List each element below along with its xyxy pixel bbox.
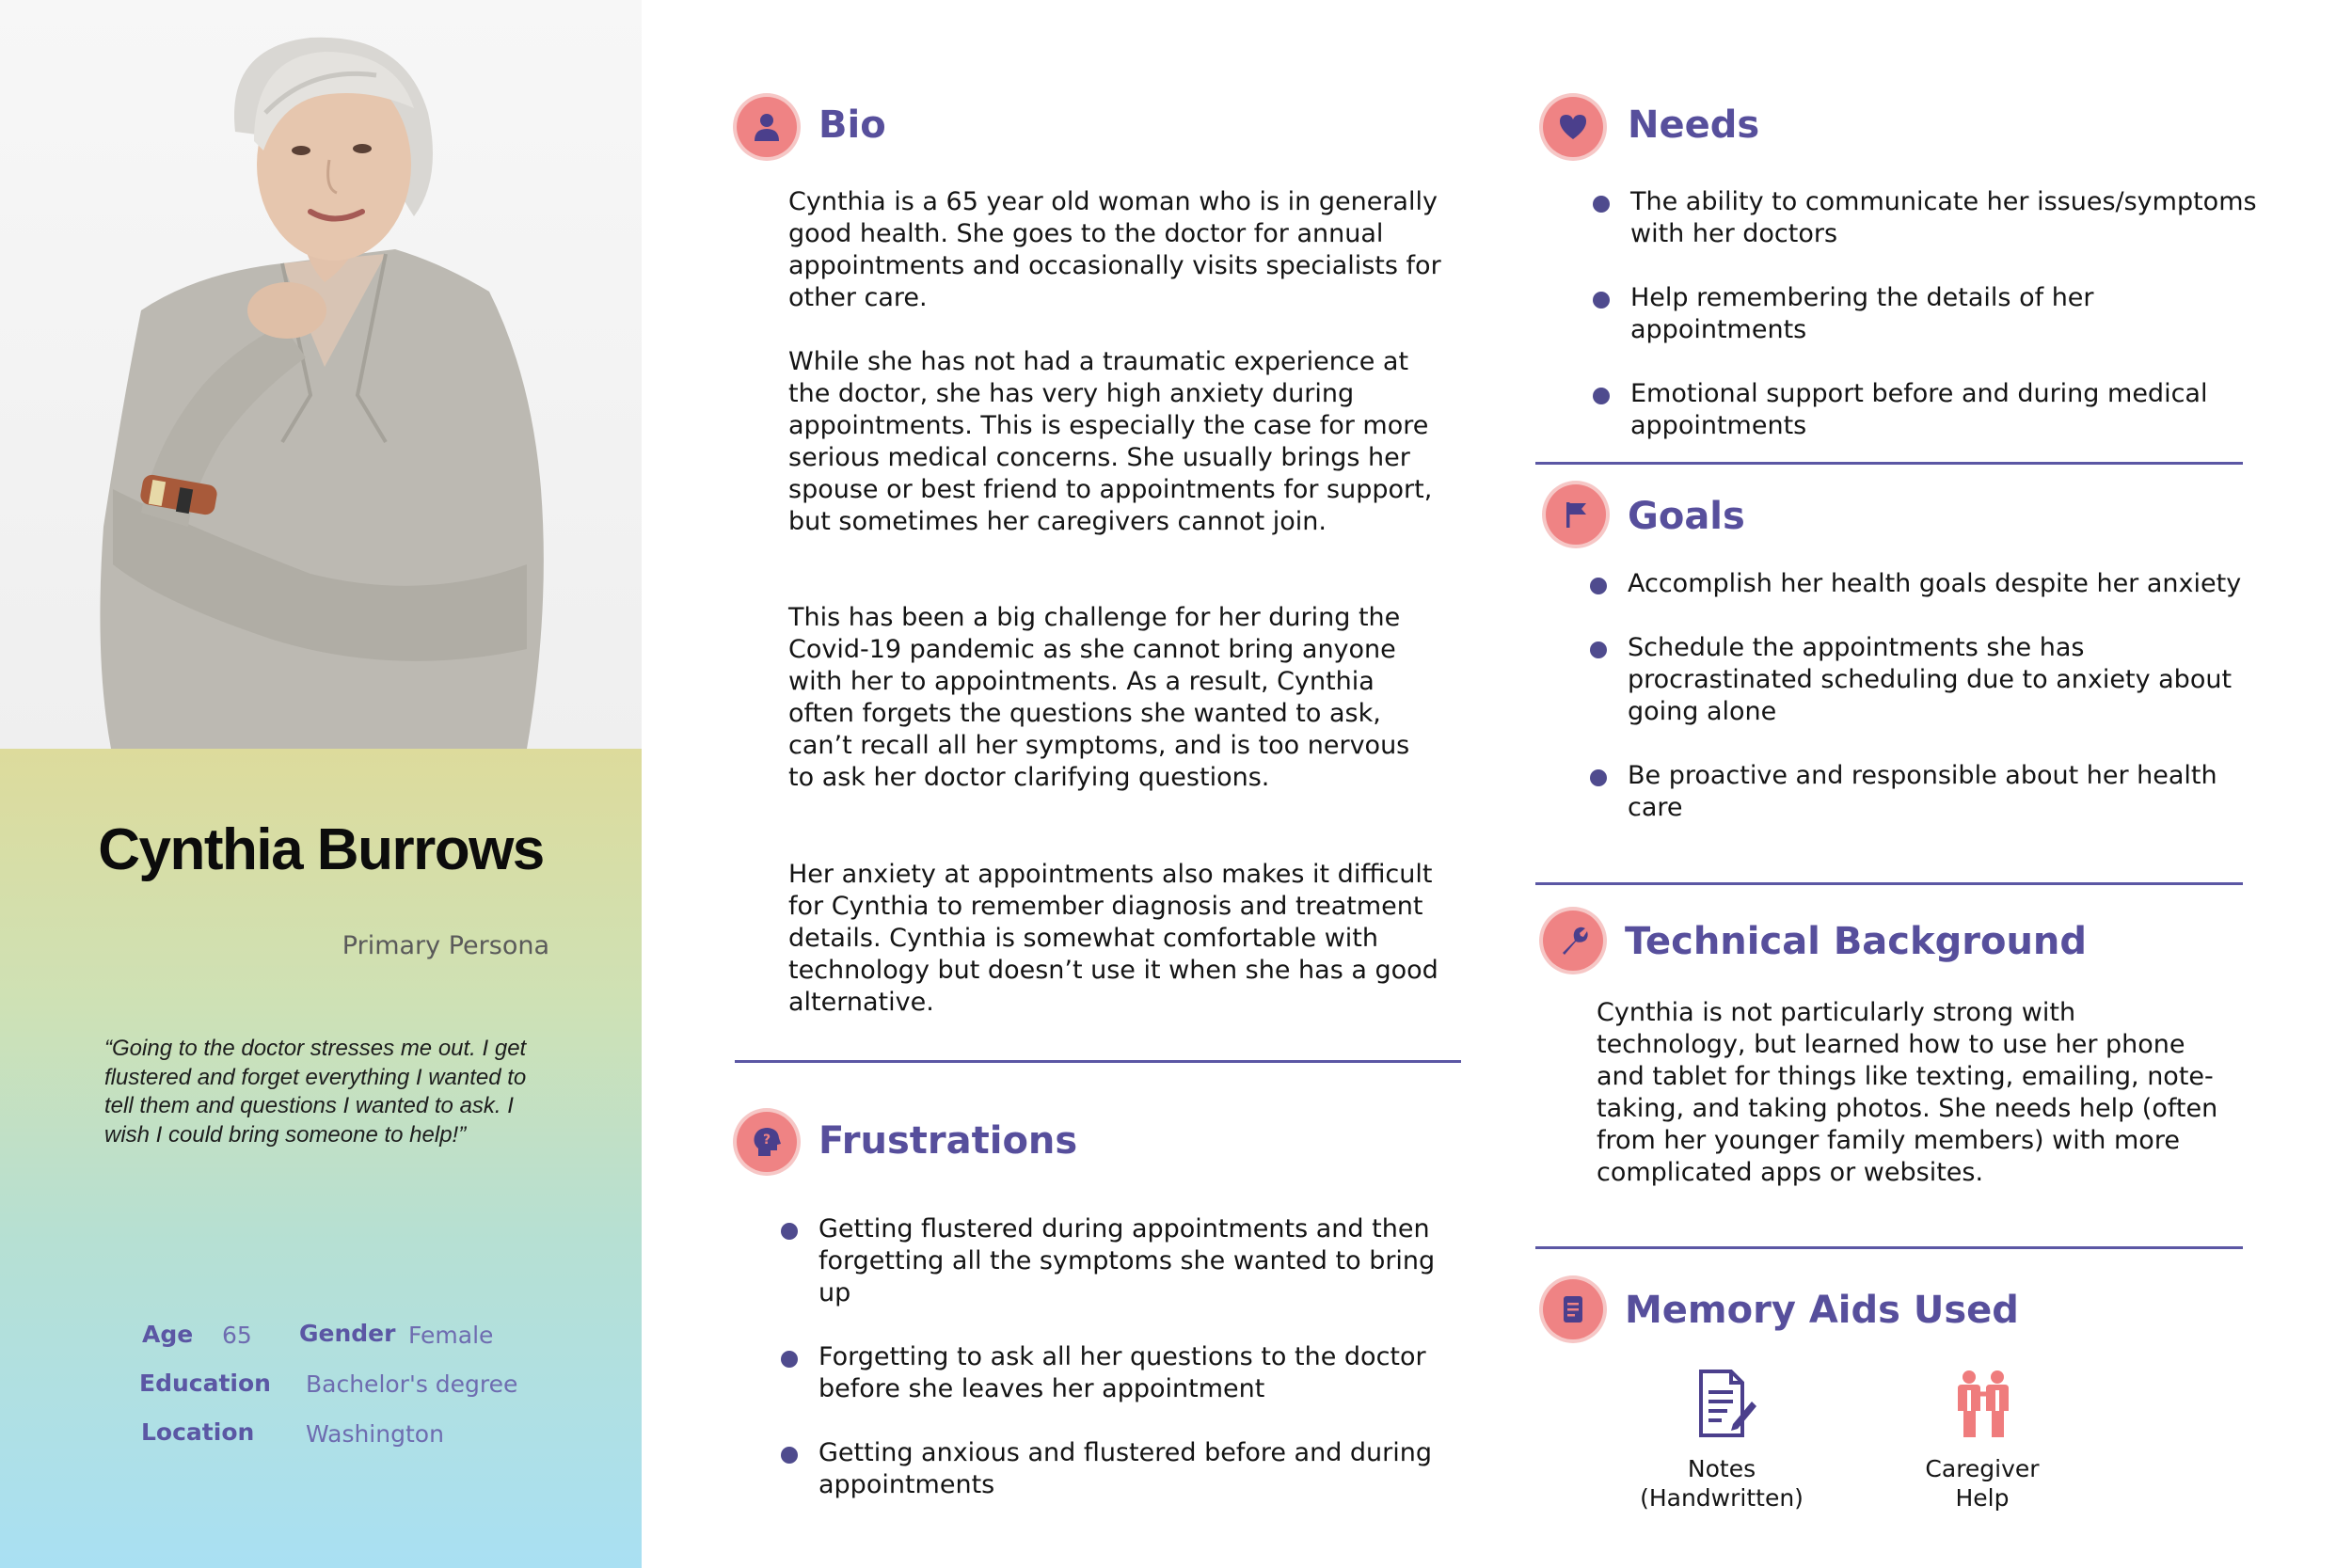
list-item: Schedule the appointments she has procrastinated scheduling due to anxiety about going alone [1628, 632, 2267, 728]
age-value: 65 [222, 1322, 252, 1349]
age-label: Age [142, 1321, 194, 1348]
frustrations-title: Frustrations [818, 1119, 1078, 1163]
notes-icon [1684, 1366, 1759, 1441]
aid-label: Caregiver [1925, 1455, 2040, 1482]
list-item: Getting flustered during appointments and then forgetting all the symptoms she wanted to bring up [818, 1213, 1439, 1309]
list-item: The ability to communicate her issues/symptoms with her doctors [1630, 186, 2270, 250]
needs-list [1630, 186, 2270, 442]
aid-label: Notes [1687, 1455, 1756, 1482]
aid-label: (Handwritten) [1640, 1484, 1804, 1512]
bio-paragraph: While she has not had a traumatic experience at the doctor, she has very high anxiety during appointments. This is especially the case for more serious medical concerns. She usually brings her spouse or best friend to appointments for support, but sometimes her caregivers cannot join. [788, 347, 1433, 536]
caregiver-icon [1945, 1366, 2020, 1441]
list-item: Emotional support before and during medical appointments [1630, 378, 2270, 442]
woman-portrait-illustration [0, 0, 642, 749]
svg-text:?: ? [762, 1132, 771, 1148]
needs-title: Needs [1628, 103, 1760, 147]
education-label: Education [139, 1370, 271, 1397]
document-icon [1543, 1279, 1603, 1339]
persona-photo [0, 0, 642, 749]
gender-value: Female [408, 1322, 494, 1349]
persona-quote: “Going to the doctor stresses me out. I get flustered and forget everything I wanted to tell them and questions I wanted to ask. I wish I could bring someone to help!” [104, 1036, 527, 1148]
section-divider [1535, 882, 2243, 885]
persona-type: Primary Persona [342, 931, 549, 960]
section-divider [1535, 462, 2243, 465]
bio-paragraph: Her anxiety at appointments also makes it difficult for Cynthia to remember diagnosis and treatment details. Cynthia is somewhat comfortable with technology but doesn’t use it when she has a good alternative. [788, 860, 1438, 1017]
memory-aid-notes [1613, 1366, 1830, 1513]
goals-title: Goals [1628, 495, 1745, 538]
list-item: Be proactive and responsible about her health care [1628, 760, 2267, 824]
technical-title: Technical Background [1625, 920, 2088, 963]
memory-aids-title: Memory Aids Used [1625, 1289, 2019, 1332]
education-value: Bachelor's degree [306, 1370, 518, 1398]
person-icon [737, 97, 797, 157]
frustrations-list [818, 1213, 1439, 1501]
location-label: Location [141, 1418, 255, 1446]
list-item: Forgetting to ask all her questions to the doctor before she leaves her appointment [818, 1341, 1439, 1405]
list-item: Help remembering the details of her appointments [1630, 282, 2270, 346]
persona-panel [0, 0, 642, 1568]
heart-icon [1543, 97, 1603, 157]
wrench-icon [1543, 911, 1603, 971]
location-value: Washington [306, 1420, 444, 1448]
memory-aid-caregiver [1874, 1366, 2090, 1513]
section-divider [1535, 1246, 2243, 1249]
list-item: Getting anxious and flustered before and during appointments [818, 1437, 1439, 1501]
bio-title: Bio [818, 103, 886, 147]
bio-paragraph: Cynthia is a 65 year old woman who is in generally good health. She goes to the doctor for annual appointments and occasionally visits specialists for other care. [788, 187, 1441, 312]
technical-text: Cynthia is not particularly strong with technology, but learned how to use her phone and tablet for things like texting, emailing, note-taking, and taking photos. She needs help (often from her younger family members) with more complicated apps or websites. [1597, 998, 2218, 1187]
bio-paragraph: This has been a big challenge for her during the Covid-19 pandemic as she cannot bring anyone with her to appointments. As a result, Cynthia often forgets the questions she wanted to ask, can’t recall all her symptoms, and is too nervous to ask her doctor clarifying questions. [788, 603, 1410, 792]
frustration-head-icon [737, 1112, 797, 1172]
section-divider [735, 1060, 1461, 1063]
list-item: Accomplish her health goals despite her anxiety [1628, 568, 2267, 600]
persona-name: Cynthia Burrows [98, 817, 544, 882]
flag-icon [1546, 484, 1606, 545]
aid-label: Help [1955, 1484, 2010, 1512]
gender-label: Gender [299, 1320, 396, 1347]
goals-list [1628, 568, 2267, 824]
